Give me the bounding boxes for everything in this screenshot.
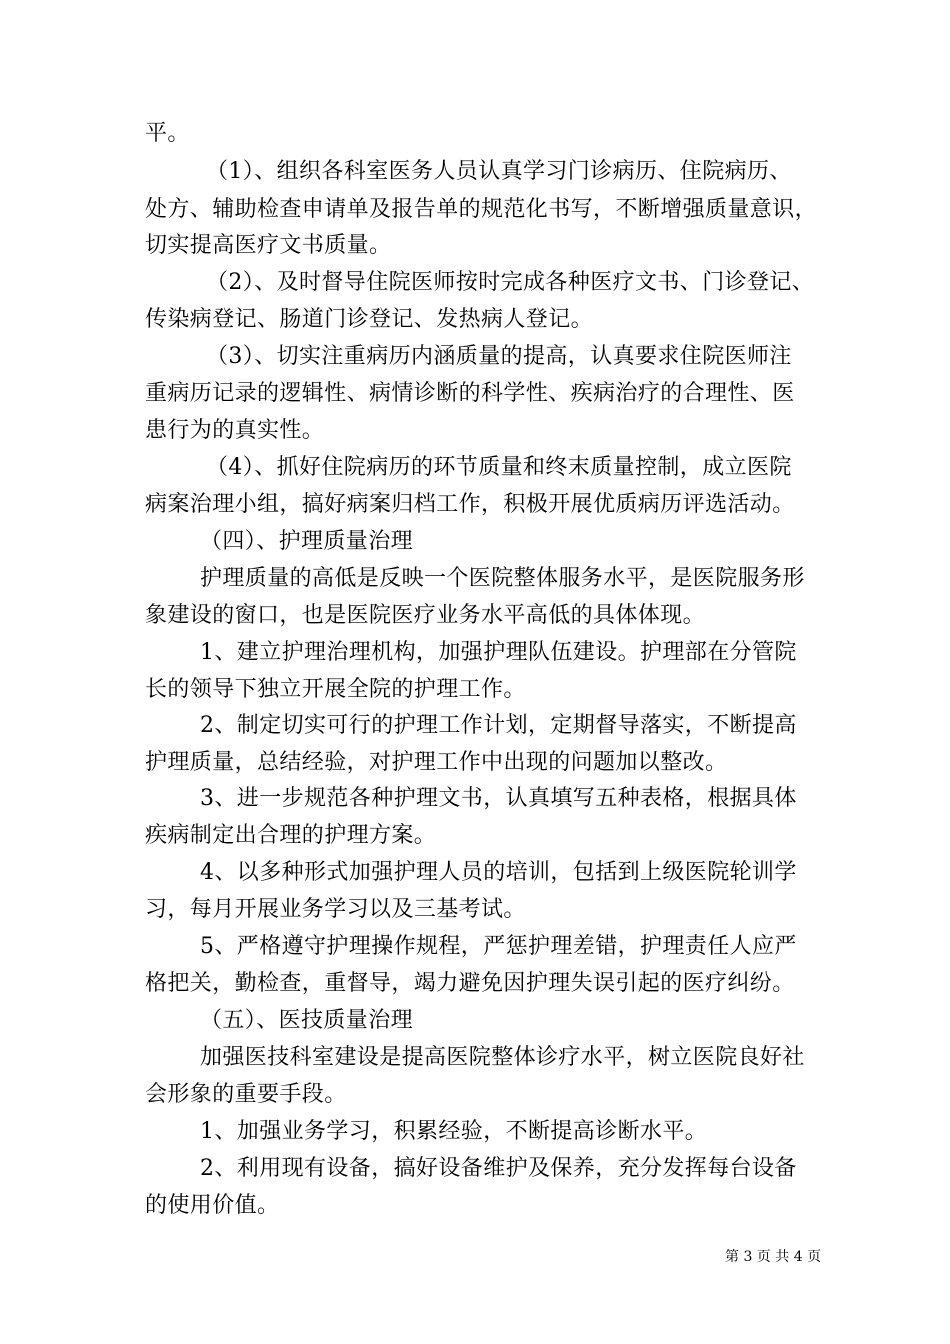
text-line: 护理质量的高低是反映一个医院整体服务水平，是医院服务形 <box>200 566 805 591</box>
text-line: （3）、切实注重病历内涵质量的提高，认真要求住院医师注 <box>206 344 792 369</box>
text-line: 2、利用现有设备，搞好设备维护及保养，充分发挥每台设备 <box>200 1156 797 1181</box>
text-line: 病案治理小组，搞好病案归档工作，积极开展优质病历评选活动。 <box>145 492 795 517</box>
text-line: 1、建立护理治理机构，加强护理队伍建设。护理部在分管院 <box>200 640 797 665</box>
text-line: 护理质量，总结经验，对护理工作中出现的问题加以整改。 <box>145 750 728 775</box>
text-line: 加强医技科室建设是提高医院整体诊疗水平，树立医院良好社 <box>200 1045 805 1070</box>
page-number: 第 3 页 共 4 页 <box>725 1249 822 1265</box>
text-line: 长的领导下独立开展全院的护理工作。 <box>145 677 526 702</box>
text-line: （4）、抓好住院病历的环节质量和终末质量控制，成立医院 <box>206 455 792 480</box>
text-line: 的使用价值。 <box>145 1193 280 1218</box>
text-line: 1、加强业务学习，积累经验，不断提高诊断水平。 <box>200 1119 708 1144</box>
text-line: 重病历记录的逻辑性、病情诊断的科学性、疾病治疗的合理性、医 <box>145 381 795 406</box>
text-line: 患行为的真实性。 <box>145 418 325 443</box>
text-line: 象建设的窗口，也是医院医疗业务水平高低的具体体现。 <box>145 603 706 628</box>
section-heading: （四）、护理质量治理 <box>200 529 414 554</box>
text-line: 习，每月开展业务学习以及三基考试。 <box>145 897 526 922</box>
text-line: 格把关，勤检查，重督导，竭力避免因护理失误引起的医疗纠纷。 <box>145 971 795 996</box>
text-line: （1）、组织各科室医务人员认真学习门诊病历、住院病历、 <box>206 159 792 184</box>
text-line: 3、进一步规范各种护理文书，认真填写五种表格，根据具体 <box>200 786 797 811</box>
text-line: 疾病制定出合理的护理方案。 <box>145 823 437 848</box>
text-line: 会形象的重要手段。 <box>145 1082 347 1107</box>
text-line: 2、制定切实可行的护理工作计划，定期督导落实，不断提高 <box>200 713 797 738</box>
text-line: （2）、及时督导住院医师按时完成各种医疗文书、门诊登记、 <box>206 270 815 295</box>
text-line: 传染病登记、肠道门诊登记、发热病人登记。 <box>145 307 594 332</box>
text-line: 平。 <box>145 121 190 146</box>
text-line: 处方、辅助检查申请单及报告单的规范化书写，不断增强质量意识， <box>145 197 818 222</box>
text-line: 切实提高医疗文书质量。 <box>145 233 392 258</box>
text-line: 4、以多种形式加强护理人员的培训，包括到上级医院轮训学 <box>200 860 797 885</box>
section-heading: （五）、医技质量治理 <box>200 1008 414 1033</box>
text-line: 5、严格遵守护理操作规程，严惩护理差错，护理责任人应严 <box>200 934 797 959</box>
